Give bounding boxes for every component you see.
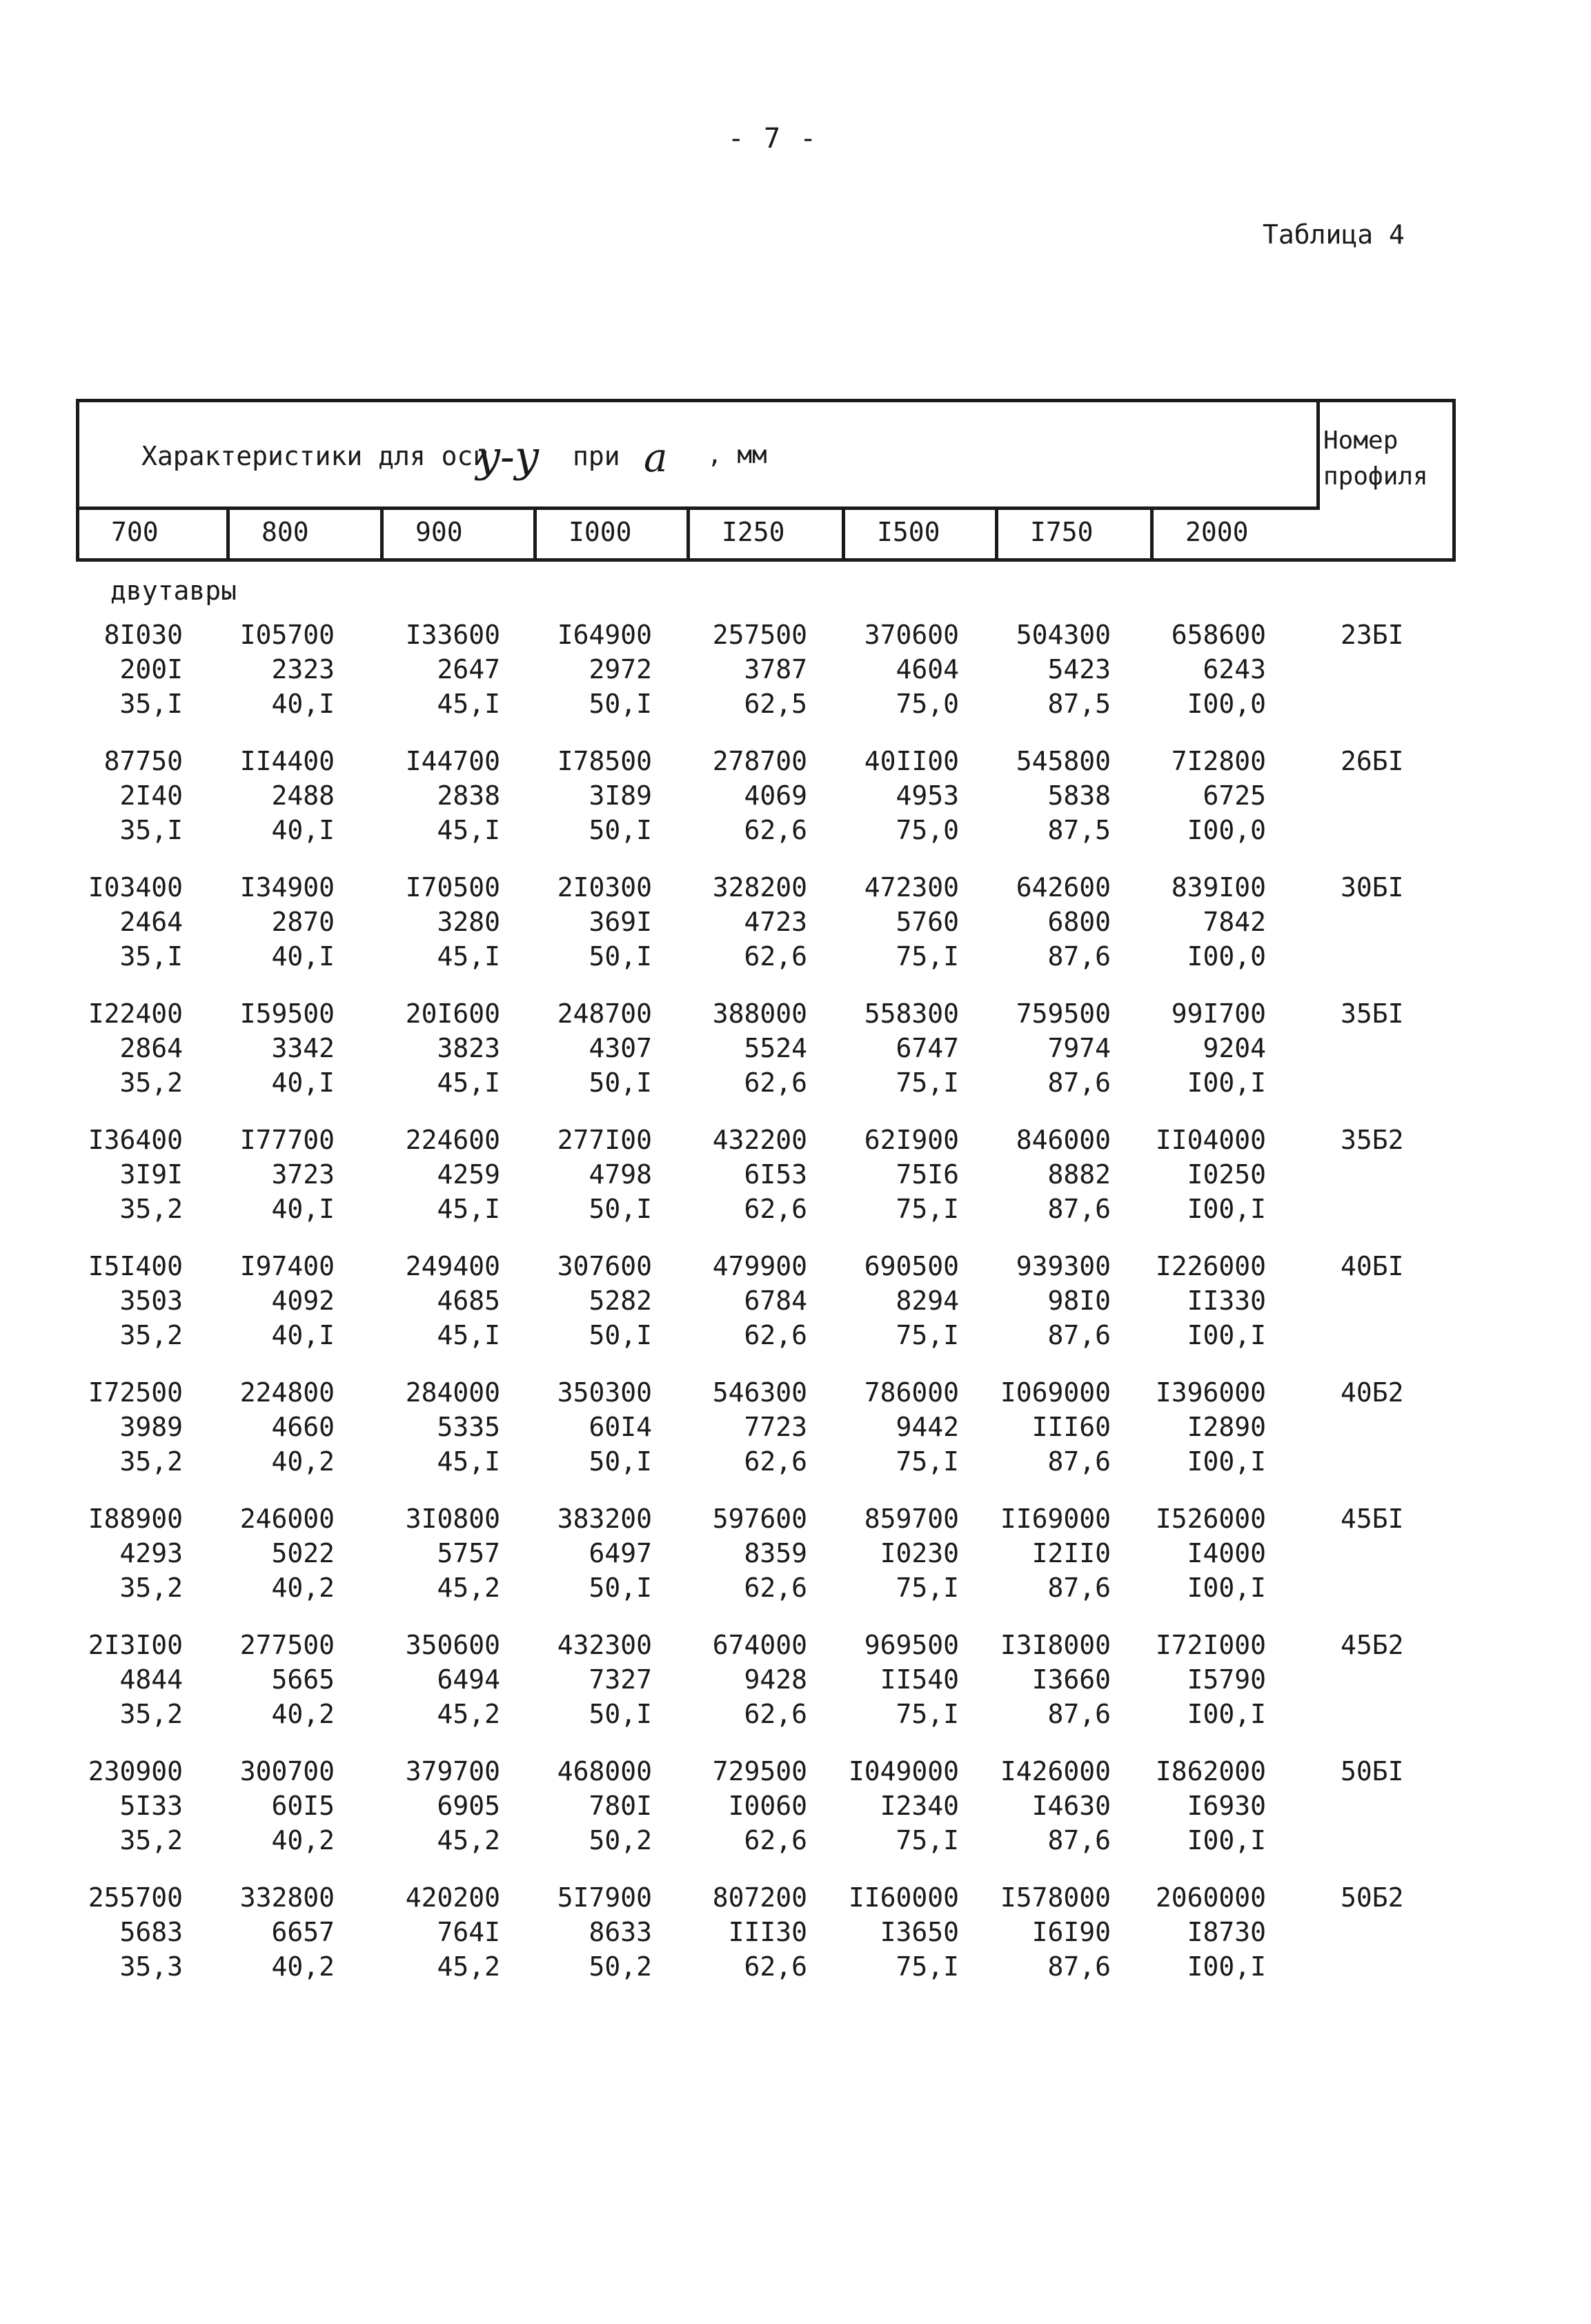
table-cell: 468000: [557, 1756, 652, 1786]
table-cell: 472300: [864, 872, 959, 903]
table-cell: 839I00: [1171, 872, 1266, 903]
table-cell: 759500: [1016, 998, 1111, 1029]
table-cell: 3I89: [589, 780, 652, 811]
header-profile-line2: профиля: [1323, 462, 1428, 491]
table-cell: 75I6: [896, 1159, 959, 1190]
table-cell: 4723: [744, 907, 807, 937]
table-cell: 62,6: [744, 1320, 807, 1350]
table-cell: I88900: [88, 1504, 183, 1534]
table-cell: I00,0: [1187, 941, 1266, 972]
profile-number: 23БI: [1341, 620, 1404, 650]
table-cell: 5757: [437, 1538, 500, 1568]
table-cell: 87,6: [1047, 1699, 1111, 1729]
table-cell: I5790: [1187, 1664, 1266, 1695]
header-column: I750: [998, 506, 1154, 558]
table-cell: 62,6: [744, 1446, 807, 1477]
table-cell: 87,6: [1047, 1067, 1111, 1098]
table-cell: 6747: [896, 1033, 959, 1063]
profile-number: 40БI: [1341, 1251, 1404, 1281]
table-cell: 780I: [589, 1791, 652, 1821]
table-cell: 597600: [712, 1504, 807, 1534]
table-cell: I72I000: [1155, 1630, 1266, 1660]
table-cell: 87,6: [1047, 941, 1111, 972]
table-cell: 3787: [744, 654, 807, 685]
table-cell: 40,2: [271, 1573, 335, 1603]
table-cell: 332800: [239, 1882, 335, 1913]
table-cell: 5I7900: [557, 1882, 652, 1913]
table-cell: 277I00: [557, 1125, 652, 1155]
table-cell: II60000: [848, 1882, 959, 1913]
table-cell: 3I0800: [405, 1504, 500, 1534]
table-cell: 35,I: [119, 689, 183, 719]
table-cell: 75,0: [896, 689, 959, 719]
table-cell: 40,2: [271, 1699, 335, 1729]
table-cell: 2464: [119, 907, 183, 937]
table-cell: 658600: [1171, 620, 1266, 650]
table-cell: 5I33: [119, 1791, 183, 1821]
profile-number: 45БI: [1341, 1504, 1404, 1534]
table-cell: 2323: [271, 654, 335, 685]
table-cell: 4092: [271, 1286, 335, 1316]
table-cell: 388000: [712, 998, 807, 1029]
header-pri: при: [573, 441, 620, 471]
table-cell: 432200: [712, 1125, 807, 1155]
table-cell: 75,I: [896, 1067, 959, 1098]
table-cell: 40,I: [271, 1320, 335, 1350]
table-cell: I226000: [1155, 1251, 1266, 1281]
table-cell: I2340: [880, 1791, 959, 1821]
table-cell: 3989: [119, 1412, 183, 1442]
table-cell: 62,6: [744, 941, 807, 972]
table-cell: 6784: [744, 1286, 807, 1316]
table-cell: 224600: [405, 1125, 500, 1155]
table-cell: 87,5: [1047, 689, 1111, 719]
table-cell: 546300: [712, 1377, 807, 1408]
table-cell: 200I: [119, 654, 183, 685]
table-cell: I6930: [1187, 1791, 1266, 1821]
table-cell: 9442: [896, 1412, 959, 1442]
table-cell: I6I90: [1031, 1917, 1111, 1947]
table-cell: 3342: [271, 1033, 335, 1063]
table-cell: II69000: [1000, 1504, 1111, 1534]
table-cell: 4844: [119, 1664, 183, 1695]
table-cell: I0060: [728, 1791, 807, 1821]
table-cell: 87,6: [1047, 1951, 1111, 1982]
table-cell: I069000: [1000, 1377, 1111, 1408]
table-cell: I396000: [1155, 1377, 1266, 1408]
table-cell: 5683: [119, 1917, 183, 1947]
table-cell: 50,I: [589, 1194, 652, 1224]
table-cell: 50,I: [589, 1320, 652, 1350]
table-cell: 35,2: [119, 1825, 183, 1855]
table-cell: 45,I: [437, 1446, 500, 1477]
table-cell: 9428: [744, 1664, 807, 1695]
table-cell: 6243: [1203, 654, 1266, 685]
table-cell: 5022: [271, 1538, 335, 1568]
table-cell: 4953: [896, 780, 959, 811]
table-cell: I72500: [88, 1377, 183, 1408]
table-cell: 50,I: [589, 1573, 652, 1603]
table-cell: 558300: [864, 998, 959, 1029]
table-cell: 87,6: [1047, 1446, 1111, 1477]
table-cell: 859700: [864, 1504, 959, 1534]
table-cell: 300700: [239, 1756, 335, 1786]
table-cell: I5I400: [88, 1251, 183, 1281]
table-cell: 2I40: [119, 780, 183, 811]
table-cell: I78500: [557, 746, 652, 776]
table-cell: I03400: [88, 872, 183, 903]
table-cell: 277500: [239, 1630, 335, 1660]
table-cell: III30: [728, 1917, 807, 1947]
table-cell: 5282: [589, 1286, 652, 1316]
table-cell: 4660: [271, 1412, 335, 1442]
table-cell: 6657: [271, 1917, 335, 1947]
table-cell: 479900: [712, 1251, 807, 1281]
table-cell: I97400: [239, 1251, 335, 1281]
table-cell: 62,6: [744, 1573, 807, 1603]
table-cell: 40,I: [271, 1194, 335, 1224]
table-cell: 2647: [437, 654, 500, 685]
table-cell: 7974: [1047, 1033, 1111, 1063]
table-cell: 35,2: [119, 1320, 183, 1350]
table-cell: 35,2: [119, 1573, 183, 1603]
table-cell: 5524: [744, 1033, 807, 1063]
table-cell: I44700: [405, 746, 500, 776]
header-column: 2000: [1185, 517, 1249, 547]
table-cell: I33600: [405, 620, 500, 650]
table-cell: 40II00: [864, 746, 959, 776]
table-cell: I34900: [239, 872, 335, 903]
table-cell: 45,I: [437, 1320, 500, 1350]
header-a-symbol: a: [644, 434, 668, 481]
table-cell: 45,I: [437, 941, 500, 972]
table-cell: 50,2: [589, 1825, 652, 1855]
table-cell: 60I4: [589, 1412, 652, 1442]
profile-number: 50БI: [1341, 1756, 1404, 1786]
table-cell: 35,I: [119, 941, 183, 972]
table-cell: 62,6: [744, 1067, 807, 1098]
table-cell: 846000: [1016, 1125, 1111, 1155]
table-cell: 545800: [1016, 746, 1111, 776]
table-cell: 62,6: [744, 815, 807, 845]
table-cell: I00,I: [1187, 1825, 1266, 1855]
table-cell: I2890: [1187, 1412, 1266, 1442]
table-cell: 9204: [1203, 1033, 1266, 1063]
table-cell: 2I0300: [557, 872, 652, 903]
profile-number: 30БI: [1341, 872, 1404, 903]
profile-number: 26БI: [1341, 746, 1404, 776]
table-cell: 35,2: [119, 1446, 183, 1477]
table-cell: 87,5: [1047, 815, 1111, 845]
table-cell: I00,I: [1187, 1067, 1266, 1098]
table-cell: 50,I: [589, 689, 652, 719]
table-cell: I00,0: [1187, 689, 1266, 719]
table-cell: 369I: [589, 907, 652, 937]
table-cell: 35,3: [119, 1951, 183, 1982]
table-cell: 4798: [589, 1159, 652, 1190]
table-cell: 45,2: [437, 1825, 500, 1855]
table-cell: 5665: [271, 1664, 335, 1695]
table-cell: 379700: [405, 1756, 500, 1786]
table-cell: II540: [880, 1664, 959, 1695]
table-cell: 75,I: [896, 1194, 959, 1224]
table-cell: III60: [1031, 1412, 1111, 1442]
table-cell: 40,I: [271, 815, 335, 845]
table-cell: I0230: [880, 1538, 959, 1568]
table-cell: 75,I: [896, 1446, 959, 1477]
table-cell: 420200: [405, 1882, 500, 1913]
table-cell: 350300: [557, 1377, 652, 1408]
table-cell: 50,2: [589, 1951, 652, 1982]
table-cell: 8359: [744, 1538, 807, 1568]
table-cell: 40,I: [271, 1067, 335, 1098]
header-column: I500: [845, 506, 998, 558]
table-cell: 807200: [712, 1882, 807, 1913]
table-cell: I578000: [1000, 1882, 1111, 1913]
table-cell: 5760: [896, 907, 959, 937]
table-cell: 35,2: [119, 1194, 183, 1224]
header-column: I000: [537, 506, 690, 558]
table-cell: 2I3I00: [88, 1630, 183, 1660]
table-cell: 257500: [712, 620, 807, 650]
table-cell: 75,I: [896, 941, 959, 972]
table-cell: 2864: [119, 1033, 183, 1063]
table-cell: I2II0: [1031, 1538, 1111, 1568]
table-cell: 98I0: [1047, 1286, 1111, 1316]
table-cell: 224800: [239, 1377, 335, 1408]
table-cell: 45,2: [437, 1573, 500, 1603]
table-cell: 328200: [712, 872, 807, 903]
table-cell: 87,6: [1047, 1573, 1111, 1603]
table-cell: 40,2: [271, 1825, 335, 1855]
table-cell: 350600: [405, 1630, 500, 1660]
table-cell: 40,I: [271, 689, 335, 719]
profile-number: 50Б2: [1341, 1882, 1404, 1913]
table-cell: 674000: [712, 1630, 807, 1660]
table-cell: I00,I: [1187, 1320, 1266, 1350]
table-cell: 3280: [437, 907, 500, 937]
table-cell: 40,2: [271, 1446, 335, 1477]
table-cell: 4069: [744, 780, 807, 811]
table-cell: 4685: [437, 1286, 500, 1316]
table-cell: 45,2: [437, 1951, 500, 1982]
table-cell: 8633: [589, 1917, 652, 1947]
table-cell: I0250: [1187, 1159, 1266, 1190]
table-cell: I00,I: [1187, 1951, 1266, 1982]
table-cell: 7842: [1203, 907, 1266, 937]
profile-number: 35БI: [1341, 998, 1404, 1029]
profile-number: 40Б2: [1341, 1377, 1404, 1408]
table-cell: 40,I: [271, 941, 335, 972]
table-cell: 4307: [589, 1033, 652, 1063]
table-cell: 2838: [437, 780, 500, 811]
table-cell: 432300: [557, 1630, 652, 1660]
table-cell: 62,6: [744, 1194, 807, 1224]
table-cell: 786000: [864, 1377, 959, 1408]
table-cell: 35,2: [119, 1067, 183, 1098]
table-cell: 729500: [712, 1756, 807, 1786]
table-caption: Таблица 4: [1263, 219, 1405, 250]
table-cell: 3I9I: [119, 1159, 183, 1190]
table-cell: 7I2800: [1171, 746, 1266, 776]
group-label: двутавры: [110, 575, 237, 606]
table-cell: 307600: [557, 1251, 652, 1281]
table-cell: 50,I: [589, 941, 652, 972]
table-cell: 6494: [437, 1664, 500, 1695]
table-cell: 35,I: [119, 815, 183, 845]
header-column: 700: [79, 506, 230, 558]
table-cell: 690500: [864, 1251, 959, 1281]
table-cell: I00,I: [1187, 1194, 1266, 1224]
table-cell: 2870: [271, 907, 335, 937]
table-cell: 249400: [405, 1251, 500, 1281]
profile-number: 35Б2: [1341, 1125, 1404, 1155]
profile-number: 45Б2: [1341, 1630, 1404, 1660]
table-cell: 50,I: [589, 1699, 652, 1729]
table-cell: 3823: [437, 1033, 500, 1063]
table-cell: 4293: [119, 1538, 183, 1568]
table-cell: 35,2: [119, 1699, 183, 1729]
table-cell: I3650: [880, 1917, 959, 1947]
table-cell: 20I600: [405, 998, 500, 1029]
table-cell: 969500: [864, 1630, 959, 1660]
table-cell: 45,I: [437, 815, 500, 845]
header-column: 800: [230, 506, 384, 558]
table-cell: 87,6: [1047, 1194, 1111, 1224]
table-cell: I00,0: [1187, 815, 1266, 845]
table-cell: 5335: [437, 1412, 500, 1442]
table-cell: I00,I: [1187, 1699, 1266, 1729]
table-cell: 99I700: [1171, 998, 1266, 1029]
header-axis: y-y: [476, 431, 540, 482]
header-profile-line1: Номер: [1323, 426, 1399, 455]
table-cell: 8I030: [103, 620, 183, 650]
table-cell: 278700: [712, 746, 807, 776]
table-cell: 75,0: [896, 815, 959, 845]
table-cell: 62,6: [744, 1951, 807, 1982]
table-cell: 2972: [589, 654, 652, 685]
table-cell: 50,I: [589, 1446, 652, 1477]
table-cell: I36400: [88, 1125, 183, 1155]
header-column: I250: [690, 506, 845, 558]
table-cell: II04000: [1155, 1125, 1266, 1155]
table-cell: 75,I: [896, 1951, 959, 1982]
table-cell: I4630: [1031, 1791, 1111, 1821]
table-cell: 6I53: [744, 1159, 807, 1190]
table-cell: 45,I: [437, 689, 500, 719]
table-cell: I049000: [848, 1756, 959, 1786]
table-cell: I862000: [1155, 1756, 1266, 1786]
table-cell: 939300: [1016, 1251, 1111, 1281]
table-cell: 75,I: [896, 1825, 959, 1855]
table-cell: 87750: [103, 746, 183, 776]
table-cell: 504300: [1016, 620, 1111, 650]
table-cell: 8294: [896, 1286, 959, 1316]
table-cell: 62I900: [864, 1125, 959, 1155]
table-cell: I05700: [239, 620, 335, 650]
table-cell: 6497: [589, 1538, 652, 1568]
table-cell: I00,I: [1187, 1573, 1266, 1603]
table-cell: I70500: [405, 872, 500, 903]
table-cell: 8882: [1047, 1159, 1111, 1190]
table-cell: 75,I: [896, 1573, 959, 1603]
table-cell: II4400: [239, 746, 335, 776]
table-cell: 62,5: [744, 689, 807, 719]
table-cell: II330: [1187, 1286, 1266, 1316]
table-cell: 87,6: [1047, 1320, 1111, 1350]
table-cell: I77700: [239, 1125, 335, 1155]
table-cell: 6905: [437, 1791, 500, 1821]
table-cell: 2488: [271, 780, 335, 811]
table-cell: 246000: [239, 1504, 335, 1534]
table-cell: 45,I: [437, 1194, 500, 1224]
table-cell: I22400: [88, 998, 183, 1029]
table-cell: 45,I: [437, 1067, 500, 1098]
table-cell: 40,2: [271, 1951, 335, 1982]
table-cell: 60I5: [271, 1791, 335, 1821]
table-cell: 248700: [557, 998, 652, 1029]
page-number: - 7 -: [727, 123, 818, 155]
table-cell: 62,6: [744, 1699, 807, 1729]
table-cell: 75,I: [896, 1699, 959, 1729]
table-cell: 383200: [557, 1504, 652, 1534]
table-cell: 284000: [405, 1377, 500, 1408]
table-cell: 45,2: [437, 1699, 500, 1729]
table-cell: 5423: [1047, 654, 1111, 685]
table-cell: I8730: [1187, 1917, 1266, 1947]
table-cell: I59500: [239, 998, 335, 1029]
table-cell: 3723: [271, 1159, 335, 1190]
table-cell: 642600: [1016, 872, 1111, 903]
table-cell: 3503: [119, 1286, 183, 1316]
table-cell: 6725: [1203, 780, 1266, 811]
table-cell: 50,I: [589, 815, 652, 845]
table-cell: I3660: [1031, 1664, 1111, 1695]
table-cell: 4604: [896, 654, 959, 685]
table-cell: 4259: [437, 1159, 500, 1190]
table-cell: I526000: [1155, 1504, 1266, 1534]
table-cell: 62,6: [744, 1825, 807, 1855]
table-cell: 7327: [589, 1664, 652, 1695]
table-cell: 2060000: [1155, 1882, 1266, 1913]
header-title: Характеристики для оси: [141, 441, 489, 471]
table-cell: 5838: [1047, 780, 1111, 811]
table-cell: I426000: [1000, 1756, 1111, 1786]
table-cell: 255700: [88, 1882, 183, 1913]
table-cell: 75,I: [896, 1320, 959, 1350]
table-cell: I3I8000: [1000, 1630, 1111, 1660]
table-cell: 764I: [437, 1917, 500, 1947]
table-cell: 7723: [744, 1412, 807, 1442]
header-unit: , мм: [707, 441, 767, 469]
table-cell: 6800: [1047, 907, 1111, 937]
header-column: 900: [384, 506, 537, 558]
table-cell: 87,6: [1047, 1825, 1111, 1855]
table-cell: I64900: [557, 620, 652, 650]
table-cell: 50,I: [589, 1067, 652, 1098]
table-cell: I00,I: [1187, 1446, 1266, 1477]
table-cell: I4000: [1187, 1538, 1266, 1568]
table-cell: 370600: [864, 620, 959, 650]
table-cell: 230900: [88, 1756, 183, 1786]
